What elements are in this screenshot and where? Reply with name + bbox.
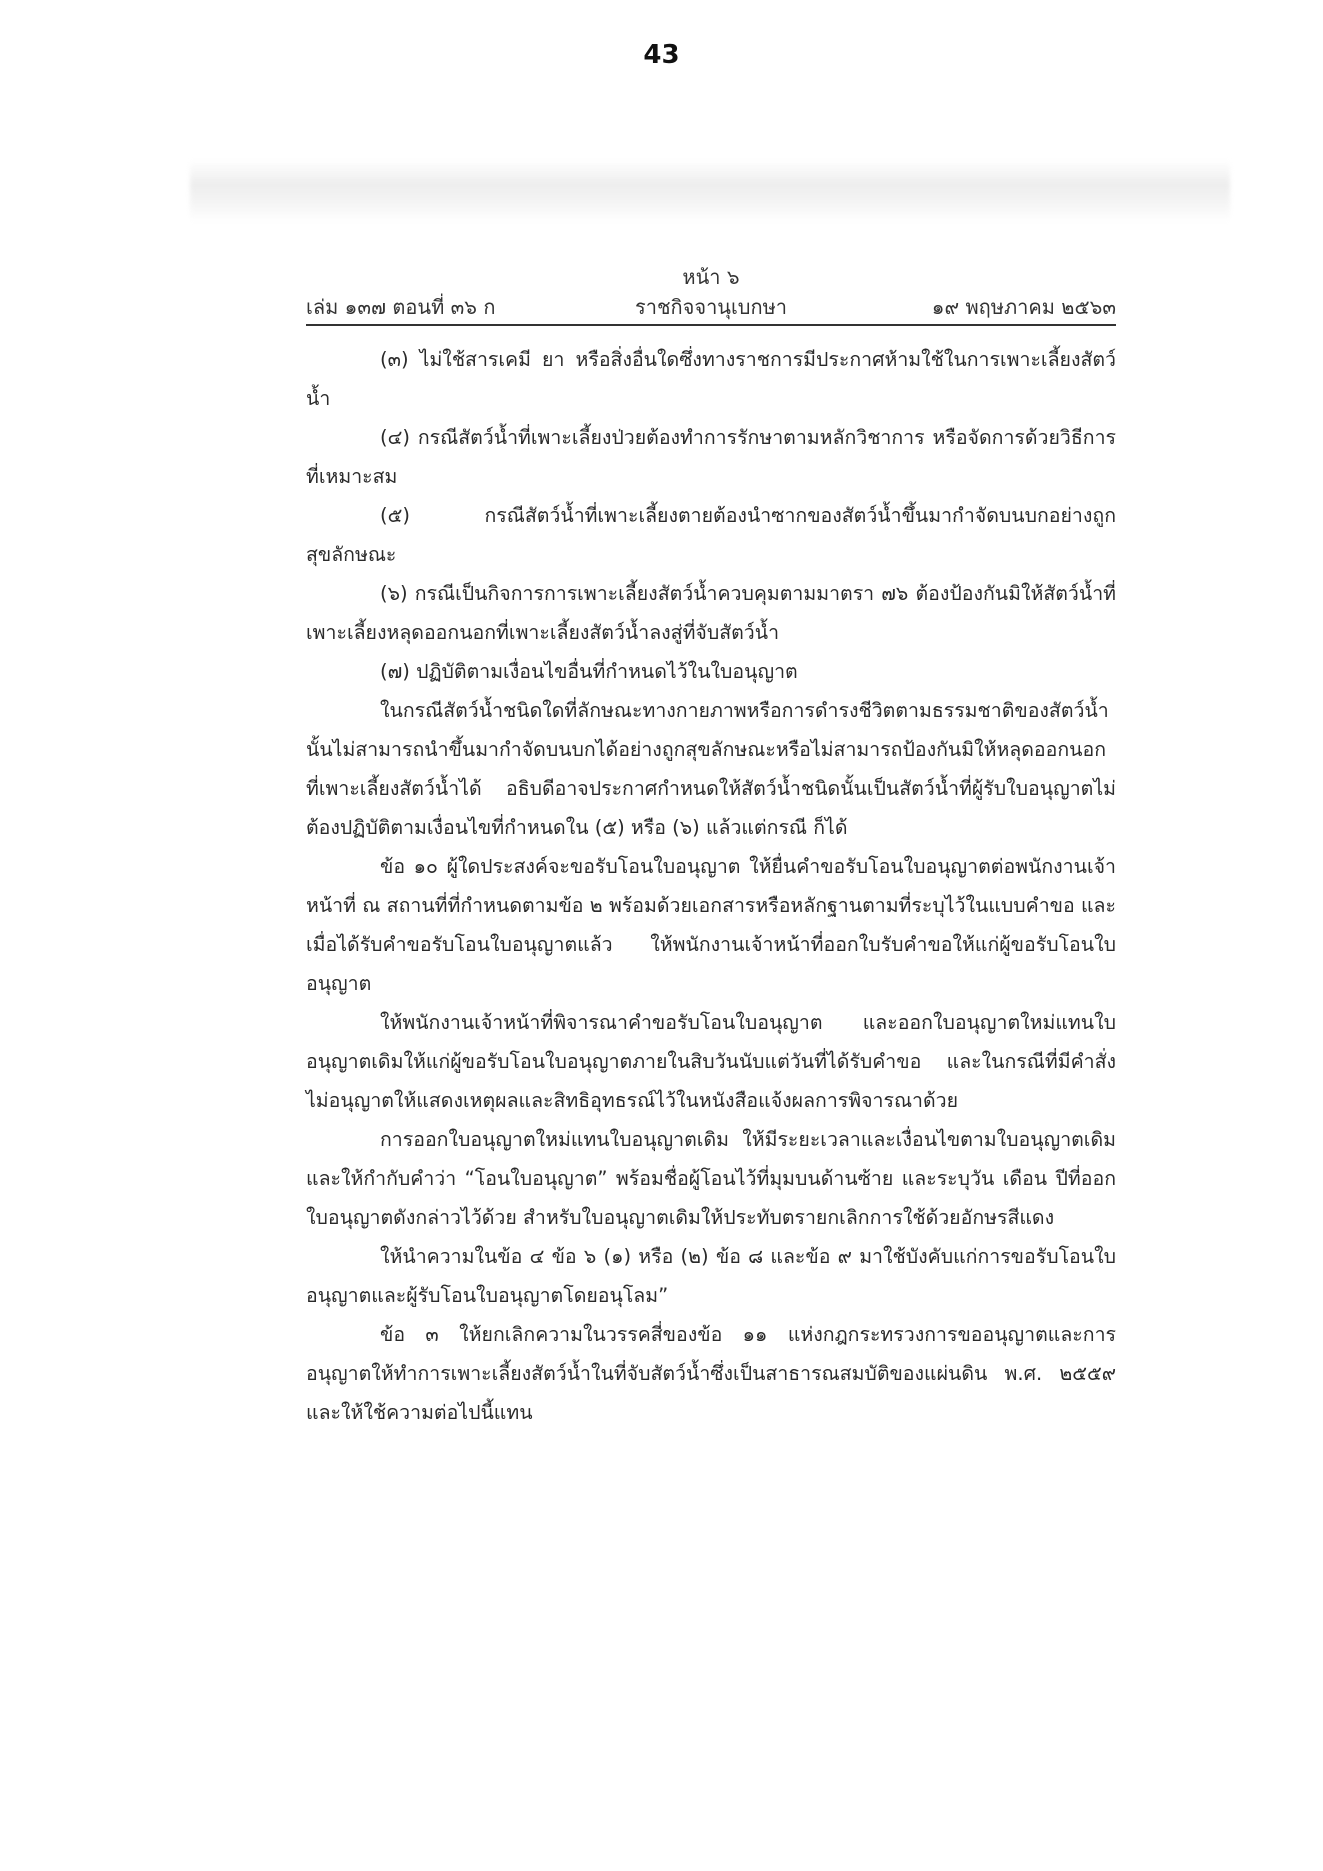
paragraph-10: ให้นำความในข้อ ๔ ข้อ ๖ (๑) หรือ (๒) ข้อ ๘ และข้อ ๙ มาใช้บังคับแก่การขอรับโอนใบอนุญาตและผู้รับโอนใบอนุญาตโดยอนุโลม” (306, 1245, 1116, 1307)
scan-shadow-band (190, 160, 1230, 222)
gazette-header (306, 262, 1116, 326)
paragraph-6: ในกรณีสัตว์น้ำชนิดใดที่ลักษณะทางกายภาพหรือการดำรงชีวิตตามธรรมชาติของสัตว์น้ำนั้นไม่สามารถนำขึ้นมากำจัดบนบกได้อย่างถูกสุขลักษณะหรือไม่สามารถป้องกันมิให้หลุดออกนอกที่เพาะเลี้ยงสัตว์น้ำได้ อธิบดีอาจประกาศกำหนดให้สัตว์น้ำชนิดนั้นเป็นสัตว์น้ำที่ผู้รับใบอนุญาตไม่ต้องปฏิบัติตามเงื่อนไขที่กำหนดใน (๕) หรือ (๖) แล้วแต่กรณี ก็ได้ (306, 699, 1116, 839)
paragraph-2: (๔) กรณีสัตว์น้ำที่เพาะเลี้ยงป่วยต้องทำการรักษาตามหลักวิชาการ หรือจัดการด้วยวิธีการที่เหมาะสม (306, 426, 1116, 488)
paragraph-5: (๗) ปฏิบัติตามเงื่อนไขอื่นที่กำหนดไว้ในใบอนุญาต (380, 660, 798, 683)
gazette-page-label: หน้า ๖ (682, 265, 740, 289)
gazette-title: ราชกิจจานุเบกษา (634, 295, 788, 319)
document-body (306, 340, 1116, 1432)
paragraph-3: (๕) กรณีสัตว์น้ำที่เพาะเลี้ยงตายต้องนำซากของสัตว์น้ำขึ้นมากำจัดบนบกอย่างถูกสุขลักษณะ (306, 504, 1116, 566)
gazette-info-row (306, 292, 1116, 326)
gazette-volume: เล่ม ๑๓๗ ตอนที่ ๓๖ ก (306, 295, 496, 319)
paragraph-4: (๖) กรณีเป็นกิจการการเพาะเลี้ยงสัตว์น้ำควบคุมตามมาตรา ๗๖ ต้องป้องกันมิให้สัตว์น้ำที่เพาะเลี้ยงหลุดออกนอกที่เพาะเลี้ยงสัตว์น้ำลงสู่ที่จับสัตว์น้ำ (306, 582, 1116, 644)
page-number: 43 (643, 40, 680, 70)
paragraph-9: การออกใบอนุญาตใหม่แทนใบอนุญาตเดิม ให้มีระยะเวลาและเงื่อนไขตามใบอนุญาตเดิม และให้กำกับคำว่า “โอนใบอนุญาต” พร้อมชื่อผู้โอนไว้ที่มุมบนด้านซ้าย และระบุวัน เดือน ปีที่ออกใบอนุญาตดังกล่าวไว้ด้วย สำหรับใบอนุญาตเดิมให้ประทับตรายกเลิกการใช้ด้วยอักษรสีแดง (306, 1128, 1116, 1229)
paragraph-8: ให้พนักงานเจ้าหน้าที่พิจารณาคำขอรับโอนใบอนุญาต และออกใบอนุญาตใหม่แทนใบอนุญาตเดิมให้แก่ผู้ขอรับโอนใบอนุญาตภายในสิบวันนับแต่วันที่ได้รับคำขอ และในกรณีที่มีคำสั่งไม่อนุญาตให้แสดงเหตุผลและสิทธิอุทธรณ์ไว้ในหนังสือแจ้งผลการพิจารณาด้วย (306, 1011, 1116, 1112)
paragraph-7: ข้อ ๑๐ ผู้ใดประสงค์จะขอรับโอนใบอนุญาต ให้ยื่นคำขอรับโอนใบอนุญาตต่อพนักงานเจ้าหน้าที่ ณ สถานที่ที่กำหนดตามข้อ ๒ พร้อมด้วยเอกสารหรือหลักฐานตามที่ระบุไว้ในแบบคำขอ และเมื่อได้รับคำขอรับโอนใบอนุญาตแล้ว ให้พนักงานเจ้าหน้าที่ออกใบรับคำขอให้แก่ผู้ขอรับโอนใบอนุญาต (306, 855, 1116, 995)
paragraph-11: ข้อ ๓ ให้ยกเลิกความในวรรคสี่ของข้อ ๑๑ แห่งกฎกระทรวงการขออนุญาตและการอนุญาตให้ทำการเพาะเลี้ยงสัตว์น้ำในที่จับสัตว์น้ำซึ่งเป็นสาธารณสมบัติของแผ่นดิน พ.ศ. ๒๕๕๙ และให้ใช้ความต่อไปนี้แทน (306, 1323, 1116, 1424)
gazette-date: ๑๙ พฤษภาคม ๒๕๖๓ (931, 295, 1116, 319)
paragraph-1: (๓) ไม่ใช้สารเคมี ยา หรือสิ่งอื่นใดซึ่งทางราชการมีประกาศห้ามใช้ในการเพาะเลี้ยงสัตว์น้ำ (306, 348, 1116, 410)
